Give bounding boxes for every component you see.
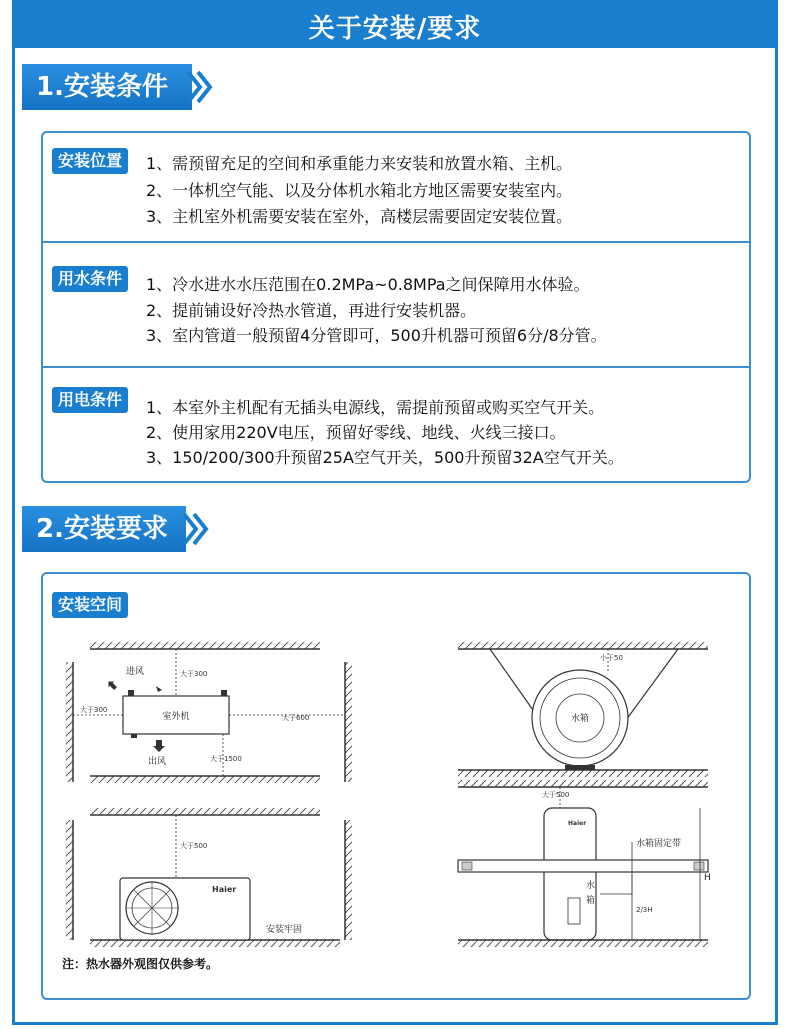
divider bbox=[41, 366, 751, 368]
list-item: 1、冷水进水水压范围在0.2MPa~0.8MPa之间保障用水体验。 bbox=[146, 275, 590, 294]
chevron-double-right-icon bbox=[180, 506, 210, 552]
list-item: 2、使用家用220V电压，预留好零线、地线、火线三接口。 bbox=[146, 423, 566, 442]
clearance-top-label: 大于300 bbox=[180, 670, 208, 678]
clearance-top-label: 大于500 bbox=[542, 791, 570, 799]
tag-power-conditions: 用电条件 bbox=[52, 387, 128, 413]
height-h-label: H bbox=[704, 873, 711, 883]
brand-logo: Haier bbox=[212, 885, 237, 894]
list-item: 1、本室外主机配有无插头电源线，需提前预留或购买空气开关。 bbox=[146, 398, 605, 417]
air-inlet-label: 进风 bbox=[126, 667, 145, 677]
clearance-right-label: 大于600 bbox=[282, 714, 310, 722]
title-bar bbox=[12, 0, 778, 48]
list-item: 3、室内管道一般预留4分管即可，500升机器可预留6分/8分管。 bbox=[146, 326, 607, 345]
divider bbox=[41, 241, 751, 243]
tank-label: 水箱 bbox=[570, 714, 590, 724]
section-heading-2-text: 2.安装要求 bbox=[36, 514, 168, 544]
gap-label: 小于50 bbox=[600, 654, 623, 662]
list-item: 1、需预留充足的空间和承重能力来安装和放置水箱、主机。 bbox=[146, 154, 573, 173]
outdoor-unit-front-diagram bbox=[66, 808, 352, 947]
brand-logo: Haier bbox=[568, 820, 587, 827]
two-thirds-h-label: 2/3H bbox=[636, 906, 653, 914]
tag-water-conditions: 用水条件 bbox=[52, 266, 128, 292]
arrow-icon bbox=[156, 686, 162, 692]
tank-strap-label: 水箱固定带 bbox=[636, 839, 682, 849]
outdoor-unit-clearance-diagram bbox=[66, 642, 352, 783]
outdoor-unit-label: 室外机 bbox=[162, 712, 190, 722]
arrow-down-icon bbox=[153, 740, 165, 752]
page-title: 关于安装/要求 bbox=[308, 14, 482, 44]
clearance-left-label: 大于300 bbox=[80, 706, 108, 714]
chevron-double-right-icon bbox=[184, 64, 214, 110]
tank-label-line1: 水 bbox=[586, 881, 596, 891]
tank-label-line2: 箱 bbox=[586, 896, 596, 906]
air-outlet-label: 出风 bbox=[148, 757, 167, 767]
arrow-icon bbox=[106, 679, 119, 692]
install-firmly-label: 安装牢固 bbox=[266, 925, 303, 935]
clearance-bottom-label: 大于1500 bbox=[210, 755, 242, 763]
tank-top-view-diagram bbox=[458, 642, 708, 777]
tank-front-view-diagram bbox=[458, 780, 711, 947]
section-heading-1 bbox=[22, 64, 192, 110]
section-heading-2 bbox=[22, 506, 186, 552]
list-item: 2、一体机空气能、以及分体机水箱北方地区需要安装室内。 bbox=[146, 181, 573, 200]
tag-install-location: 安装位置 bbox=[52, 148, 128, 174]
list-item: 3、主机室外机需要安装在室外，高楼层需要固定安装位置。 bbox=[146, 207, 573, 226]
list-item: 2、提前铺设好冷热水管道，再进行安装机器。 bbox=[146, 301, 477, 320]
clearance-top-label: 大于500 bbox=[180, 842, 208, 850]
installation-diagrams bbox=[60, 630, 750, 990]
tag-install-space: 安装空间 bbox=[52, 592, 128, 618]
section-heading-1-text: 1.安装条件 bbox=[36, 72, 168, 102]
disclaimer-note: 注：热水器外观图仅供参考。 bbox=[62, 957, 219, 971]
list-item: 3、150/200/300升预留25A空气开关，500升预留32A空气开关。 bbox=[146, 448, 624, 467]
